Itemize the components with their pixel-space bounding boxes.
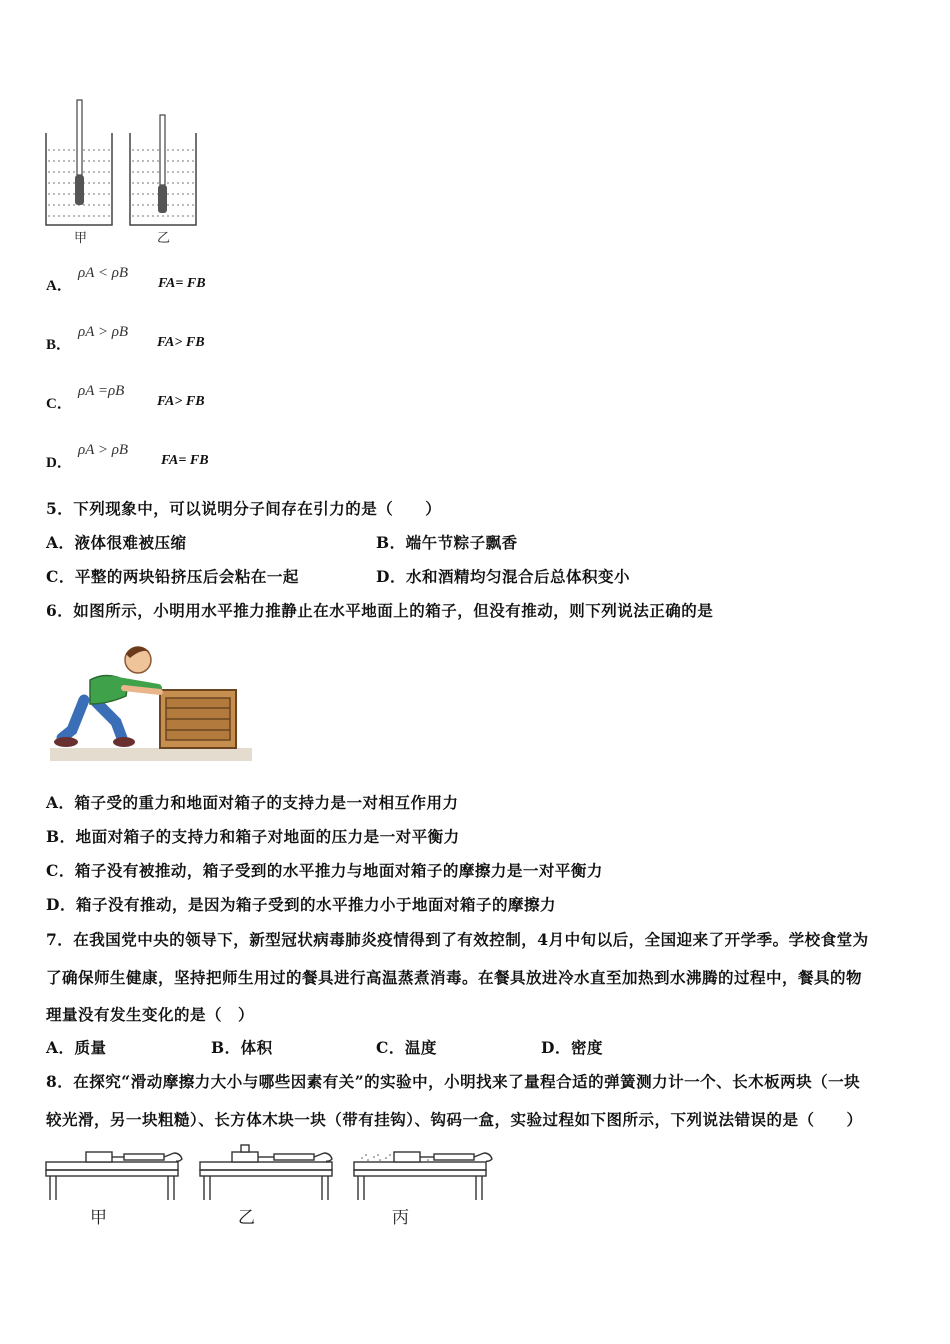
option-letter: D．: [46, 455, 72, 471]
hydrometer-label-b: 乙: [157, 231, 171, 246]
q7-stem-line-2: 了确保师生健康，坚持把师生用过的餐具进行高温蒸煮消毒。在餐具放进冷水直至加热到水沸腾的过程中，餐具的物: [46, 968, 863, 987]
q5-option-c[interactable]: C．平整的两块铅挤压后会粘在一起: [46, 567, 299, 586]
option-letter: B．: [46, 337, 72, 353]
hydrometer-figure: [40, 95, 205, 230]
density-relation: ρA > ρB: [78, 324, 129, 340]
hydrometer-label-a: 甲: [74, 231, 88, 246]
q6-option-b[interactable]: B．地面对箱子的支持力和箱子对地面的压力是一对平衡力: [46, 827, 460, 846]
option-letter: A．: [46, 278, 72, 294]
q5-stem: 5．下列现象中，可以说明分子间存在引力的是（ ）: [46, 499, 442, 518]
q7-option-a[interactable]: A．质量: [46, 1038, 107, 1057]
q8-stem-line-2: 较光滑，另一块粗糙）、长方体木块一块（带有挂钩）、钩码一盒，实验过程如下图所示，下列说法错误的是（ ）: [46, 1110, 863, 1129]
option-letter: C．: [46, 396, 72, 412]
q5-option-a[interactable]: A．液体很难被压缩: [46, 533, 187, 552]
friction-label-bing: 丙: [392, 1208, 409, 1228]
q6-option-a[interactable]: A．箱子受的重力和地面对箱子的支持力是一对相互作用力: [46, 793, 459, 812]
q5-option-d[interactable]: D．水和酒精均匀混合后总体积变小: [376, 567, 630, 586]
q6-option-c[interactable]: C．箱子没有被推动，箱子受到的水平推力与地面对箱子的摩擦力是一对平衡力: [46, 861, 603, 880]
q8-stem-line-1: 8．在探究“滑动摩擦力大小与哪些因素有关”的实验中，小明找来了量程合适的弹簧测力计一个、长木板两块（一块: [46, 1072, 861, 1091]
density-relation: ρA < ρB: [78, 265, 129, 281]
force-relation: FA> FB: [157, 335, 205, 350]
density-relation: ρA =ρB: [78, 383, 125, 399]
friction-label-yi: 乙: [238, 1208, 255, 1228]
q7-option-c[interactable]: C．温度: [376, 1038, 437, 1057]
density-relation: ρA > ρB: [78, 442, 129, 458]
friction-label-jia: 甲: [90, 1208, 107, 1228]
q7-option-b[interactable]: B．体积: [211, 1038, 273, 1057]
q7-stem-line-1: 7．在我国党中央的领导下，新型冠状病毒肺炎疫情得到了有效控制，4月中旬以后，全国迎来了开学季。学校食堂为: [46, 930, 869, 949]
force-relation: FA= FB: [158, 276, 206, 291]
q5-option-b[interactable]: B．端午节粽子飘香: [376, 533, 518, 552]
q6-option-d[interactable]: D．箱子没有推动，是因为箱子受到的水平推力小于地面对箱子的摩擦力: [46, 895, 556, 914]
q6-stem: 6．如图所示，小明用水平推力推静止在水平地面上的箱子，但没有推动，则下列说法正确的是: [46, 601, 714, 620]
friction-experiment-figure: [42, 1140, 512, 1202]
force-relation: FA= FB: [161, 453, 209, 468]
force-relation: FA> FB: [157, 394, 205, 409]
boy-pushing-box-figure: [50, 630, 255, 765]
q7-option-d[interactable]: D．密度: [541, 1038, 603, 1057]
q7-stem-line-3: 理量没有发生变化的是（ ）: [46, 1005, 255, 1024]
